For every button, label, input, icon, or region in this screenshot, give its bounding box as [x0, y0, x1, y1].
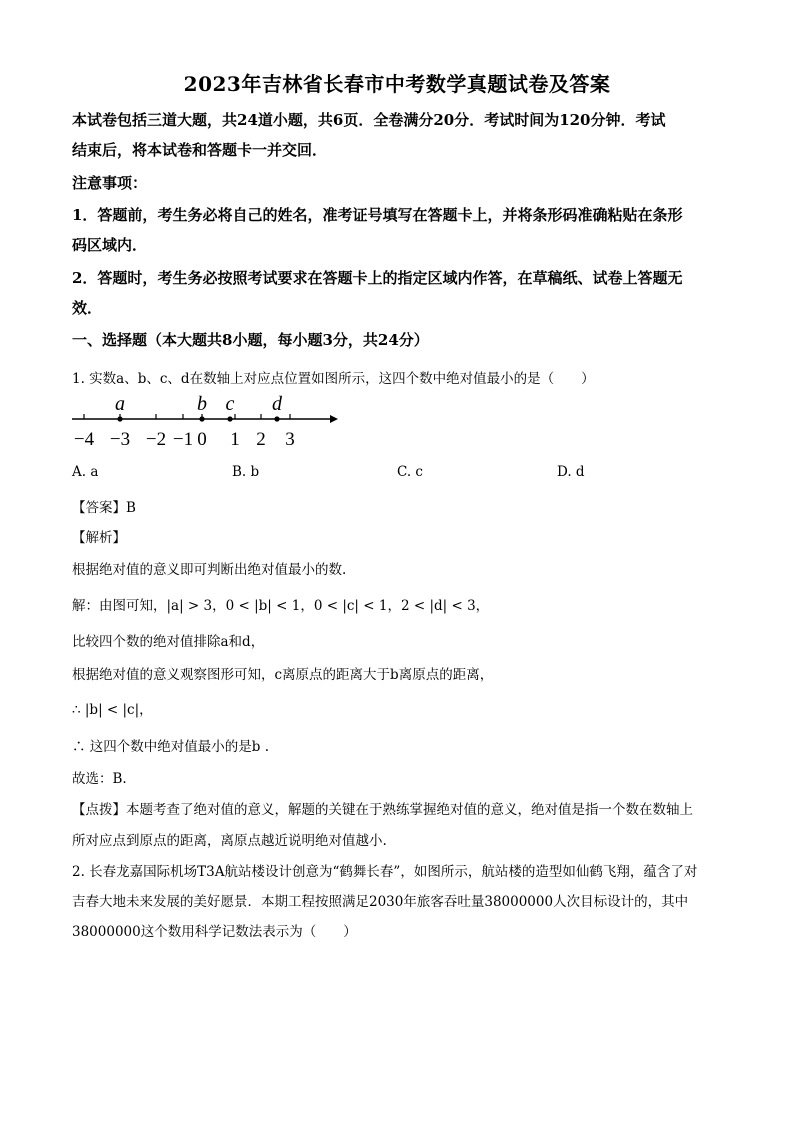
note-2-line-2: 效．	[72, 299, 103, 317]
intro-line-2: 结束后，将本试卷和答题卡一并交回．	[72, 141, 328, 159]
section-heading: 一、选择题（本大题共8小题，每小题3分，共24分）	[72, 331, 429, 349]
tick-label: −2	[145, 429, 167, 450]
answer-label: 【答案】B	[72, 500, 136, 516]
note-2-line-1: 2．答题时，考生务必按照考试要求在答题卡上的指定区域内作答，在草稿纸、试卷上答题无	[72, 269, 683, 287]
option-d: D. d	[557, 464, 585, 480]
q1-stem: 1. 实数a、b、c、d在数轴上对应点位置如图所示，这四个数中绝对值最小的是（ ）	[72, 371, 595, 387]
tick-label: 0	[197, 429, 207, 450]
q2-line-1: 2. 长春龙嘉国际机场T3A航站楼设计创意为“鹤舞长春”，如图所示，航站楼的造型如仙鹤飞翔，蕴含了对	[72, 864, 698, 880]
point-label: d	[272, 393, 282, 415]
option-a: A. a	[72, 464, 99, 480]
q2-line-3: 38000000这个数用科学记数法表示为（ ）	[72, 924, 357, 940]
point-dot	[199, 416, 204, 421]
tick-labels	[74, 429, 295, 450]
tick-label: −4	[73, 429, 95, 450]
note-1-line-2: 码区域内．	[72, 236, 148, 254]
analysis-line-3: 比较四个数的绝对值排除a和d，	[72, 634, 265, 650]
point-label: c	[225, 393, 235, 415]
point-dot	[274, 416, 279, 421]
tick-label: 3	[285, 429, 295, 450]
arrow-head-icon	[330, 415, 338, 423]
option-c: C. c	[397, 464, 423, 480]
analysis-line-1: 根据绝对值的意义即可判断出绝对值最小的数.	[72, 562, 347, 578]
tick-label: 2	[256, 429, 266, 450]
point-dot	[117, 416, 122, 421]
point-label: a	[115, 393, 125, 415]
note-1-line-1: 1．答题前，考生务必将自己的姓名，准考证号填写在答题卡上，并将条形码准确粘贴在条形	[72, 206, 683, 224]
analysis-line-5: ∴ |b| < |c|，	[72, 702, 153, 718]
analysis-line-7: 故选：B.	[72, 771, 127, 787]
analysis-line-2: 解：由图可知，|a| > 3，0 < |b| < 1，0 < |c| < 1，2 < |d| < 3，	[72, 598, 490, 614]
tick-label: −1	[172, 429, 194, 450]
point-label: b	[197, 393, 207, 415]
comment-line-2: 所对应点到原点的距离，离原点越近说明绝对值越小.	[72, 833, 387, 849]
option-b: B. b	[232, 464, 260, 480]
analysis-heading: 【解析】	[72, 530, 126, 546]
analysis-line-6: ∴ 这四个数中绝对值最小的是b .	[72, 739, 270, 755]
comment-line-1: 【点拨】本题考查了绝对值的意义，解题的关键在于熟练掌握绝对值的意义，绝对值是指一个数在数轴上	[72, 802, 693, 818]
page-title: 2023年吉林省长春市中考数学真题试卷及答案	[183, 72, 611, 96]
point-markers	[115, 393, 283, 422]
number-line-figure	[68, 392, 340, 454]
tick-label: 1	[230, 429, 240, 450]
analysis-line-4: 根据绝对值的意义观察图形可知，c离原点的距离大于b离原点的距离，	[72, 667, 494, 683]
tick-label: −3	[109, 429, 131, 450]
notes-heading: 注意事项：	[72, 174, 148, 192]
q2-line-2: 吉春大地未来发展的美好愿景．本期工程按照满足2030年旅客吞吐量38000000人次目标设计的，其中	[72, 894, 689, 910]
point-dot	[227, 416, 232, 421]
intro-line-1: 本试卷包括三道大题，共24道小题，共6页．全卷满分20分．考试时间为120分钟．考试	[72, 111, 666, 129]
